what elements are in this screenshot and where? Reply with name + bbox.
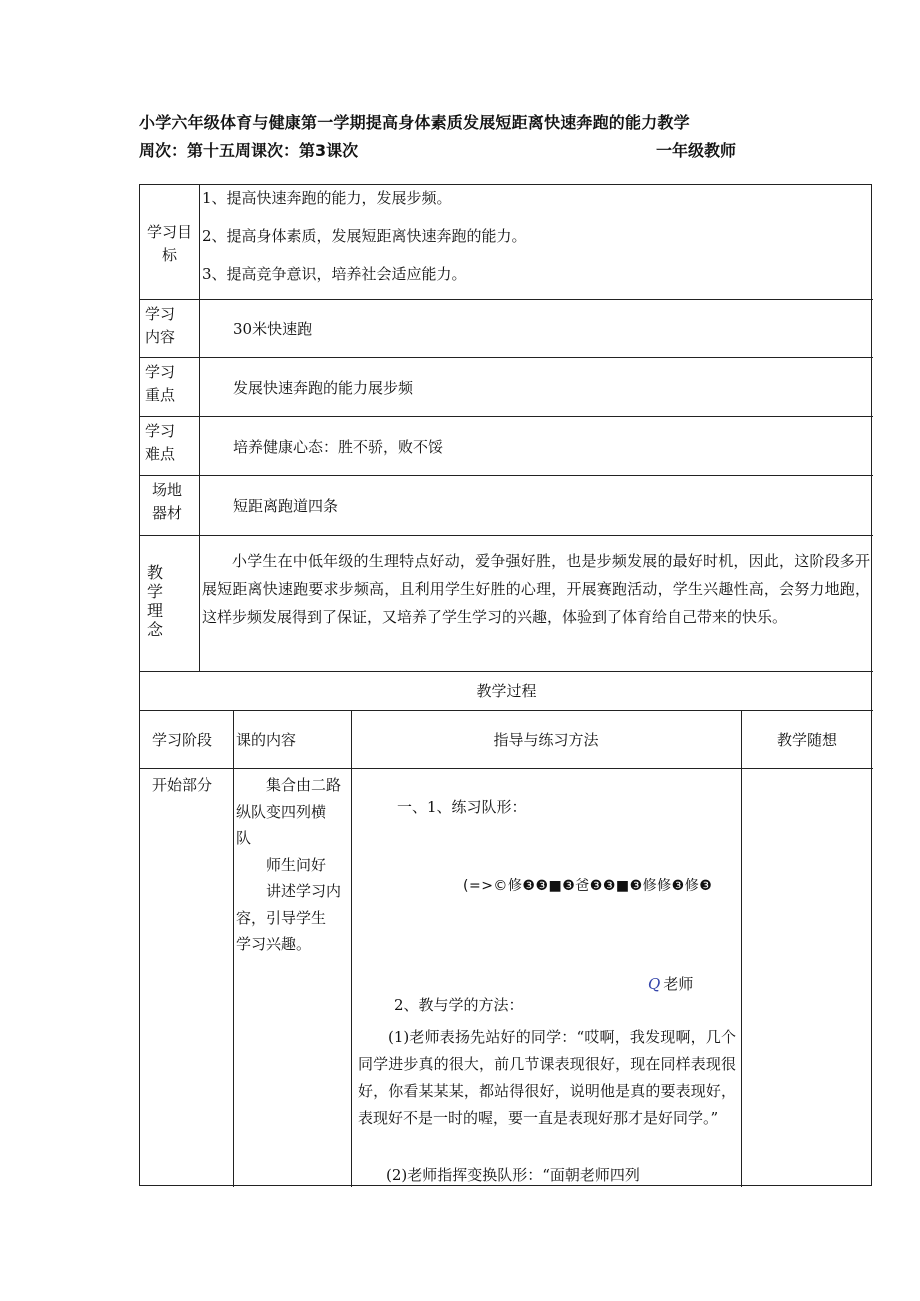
difficulty-label: 学习 难点 bbox=[144, 422, 175, 463]
formation-diagram: (=>©修❸❸■❸爸❸❸■❸修修❸修❸ bbox=[463, 878, 713, 894]
venue-value: 短距离跑道四条 bbox=[233, 497, 339, 515]
difficulty-value: 培养健康心态：胜不骄，败不馁 bbox=[233, 438, 444, 456]
teacher-marker: Q 老师 bbox=[648, 975, 694, 993]
row-divider bbox=[140, 475, 873, 476]
method-step2: 2、教与学的方法： bbox=[394, 996, 524, 1014]
column-divider bbox=[233, 710, 234, 1187]
philosophy-text: 小学生在中低年级的生理特点好动，爱争强好胜，也是步频发展的最好时机，因此，这阶段多开展短距离快速跑要求步频高，且利用学生好胜的心理，开展赛跑活动，学生兴趣性高，会努力地跑，这样步频发展得到了保证，又培养了学生学习的兴趣，体验到了体育给自己带来的快乐。 bbox=[202, 552, 870, 626]
week-line bbox=[139, 138, 739, 161]
row-divider bbox=[140, 768, 873, 769]
content-line: 纵队变四列横 bbox=[236, 802, 327, 821]
week-info: 周次：第十五周课次：第3课次 bbox=[139, 141, 359, 160]
keypoint-value: 发展快速奔跑的能力展步频 bbox=[233, 379, 414, 397]
row-divider bbox=[140, 535, 873, 536]
row-divider bbox=[140, 710, 873, 711]
header-content: 课的内容 bbox=[236, 731, 297, 749]
header-reflection: 教学随想 bbox=[776, 731, 837, 749]
objectives-label: 学习目 标 bbox=[146, 223, 192, 264]
content-line: 讲述学习内 bbox=[266, 882, 342, 900]
method-step1: 一、1、练习队形： bbox=[397, 798, 527, 816]
content-column bbox=[236, 772, 348, 958]
content-line: 师生问好 bbox=[266, 855, 327, 874]
content-line: 容，引导学生 bbox=[236, 908, 327, 927]
method-paragraph: (2)老师指挥变换队形：“面朝老师四列 bbox=[386, 1166, 640, 1184]
venue-label: 场地 器材 bbox=[151, 481, 182, 522]
method-paragraph: (1)老师表扬先站好的同学：“哎啊，我发现啊，几个同学进步真的很大，前几节课表现很好，现在同样表现很好，你看某某某，都站得很好，说明他是真的要表现好，表现好不是一时的喔，要一直是表现好那才是好同学。” bbox=[358, 1028, 736, 1127]
column-divider bbox=[741, 710, 742, 1187]
content-value: 30米快速跑 bbox=[233, 320, 313, 338]
column-divider bbox=[351, 710, 352, 1187]
content-line: 集合由二路 bbox=[266, 776, 342, 794]
row-divider bbox=[140, 357, 873, 358]
content-line: 学习兴趣。 bbox=[236, 935, 312, 953]
row-divider bbox=[140, 299, 873, 300]
objective-item: 3、提高竞争意识，培养社会适应能力。 bbox=[202, 265, 467, 283]
objective-item: 1、提高快速奔跑的能力，发展步频。 bbox=[202, 189, 452, 207]
document-title: 小学六年级体育与健康第一学期提高身体素质发展短距离快速奔跑的能力教学 bbox=[139, 113, 690, 132]
objective-item: 2、提高身体素质，发展短距离快速奔跑的能力。 bbox=[202, 227, 527, 245]
row-divider bbox=[140, 416, 873, 417]
keypoint-label: 学习 重点 bbox=[144, 363, 175, 404]
content-label: 学习 内容 bbox=[144, 305, 175, 346]
stage-label: 开始部分 bbox=[152, 776, 213, 794]
column-divider bbox=[199, 185, 200, 671]
header-stage: 学习阶段 bbox=[152, 731, 213, 749]
content-line: 队 bbox=[236, 829, 252, 847]
teacher-flag-icon: Q bbox=[648, 975, 661, 993]
teacher-info: 一年级教师 bbox=[656, 141, 737, 160]
process-title: 教学过程 bbox=[476, 682, 537, 700]
lesson-plan-table bbox=[139, 184, 872, 1186]
philosophy-label: 教 学 理 念 bbox=[146, 563, 163, 639]
row-divider bbox=[140, 671, 873, 672]
header-method: 指导与练习方法 bbox=[493, 731, 599, 749]
